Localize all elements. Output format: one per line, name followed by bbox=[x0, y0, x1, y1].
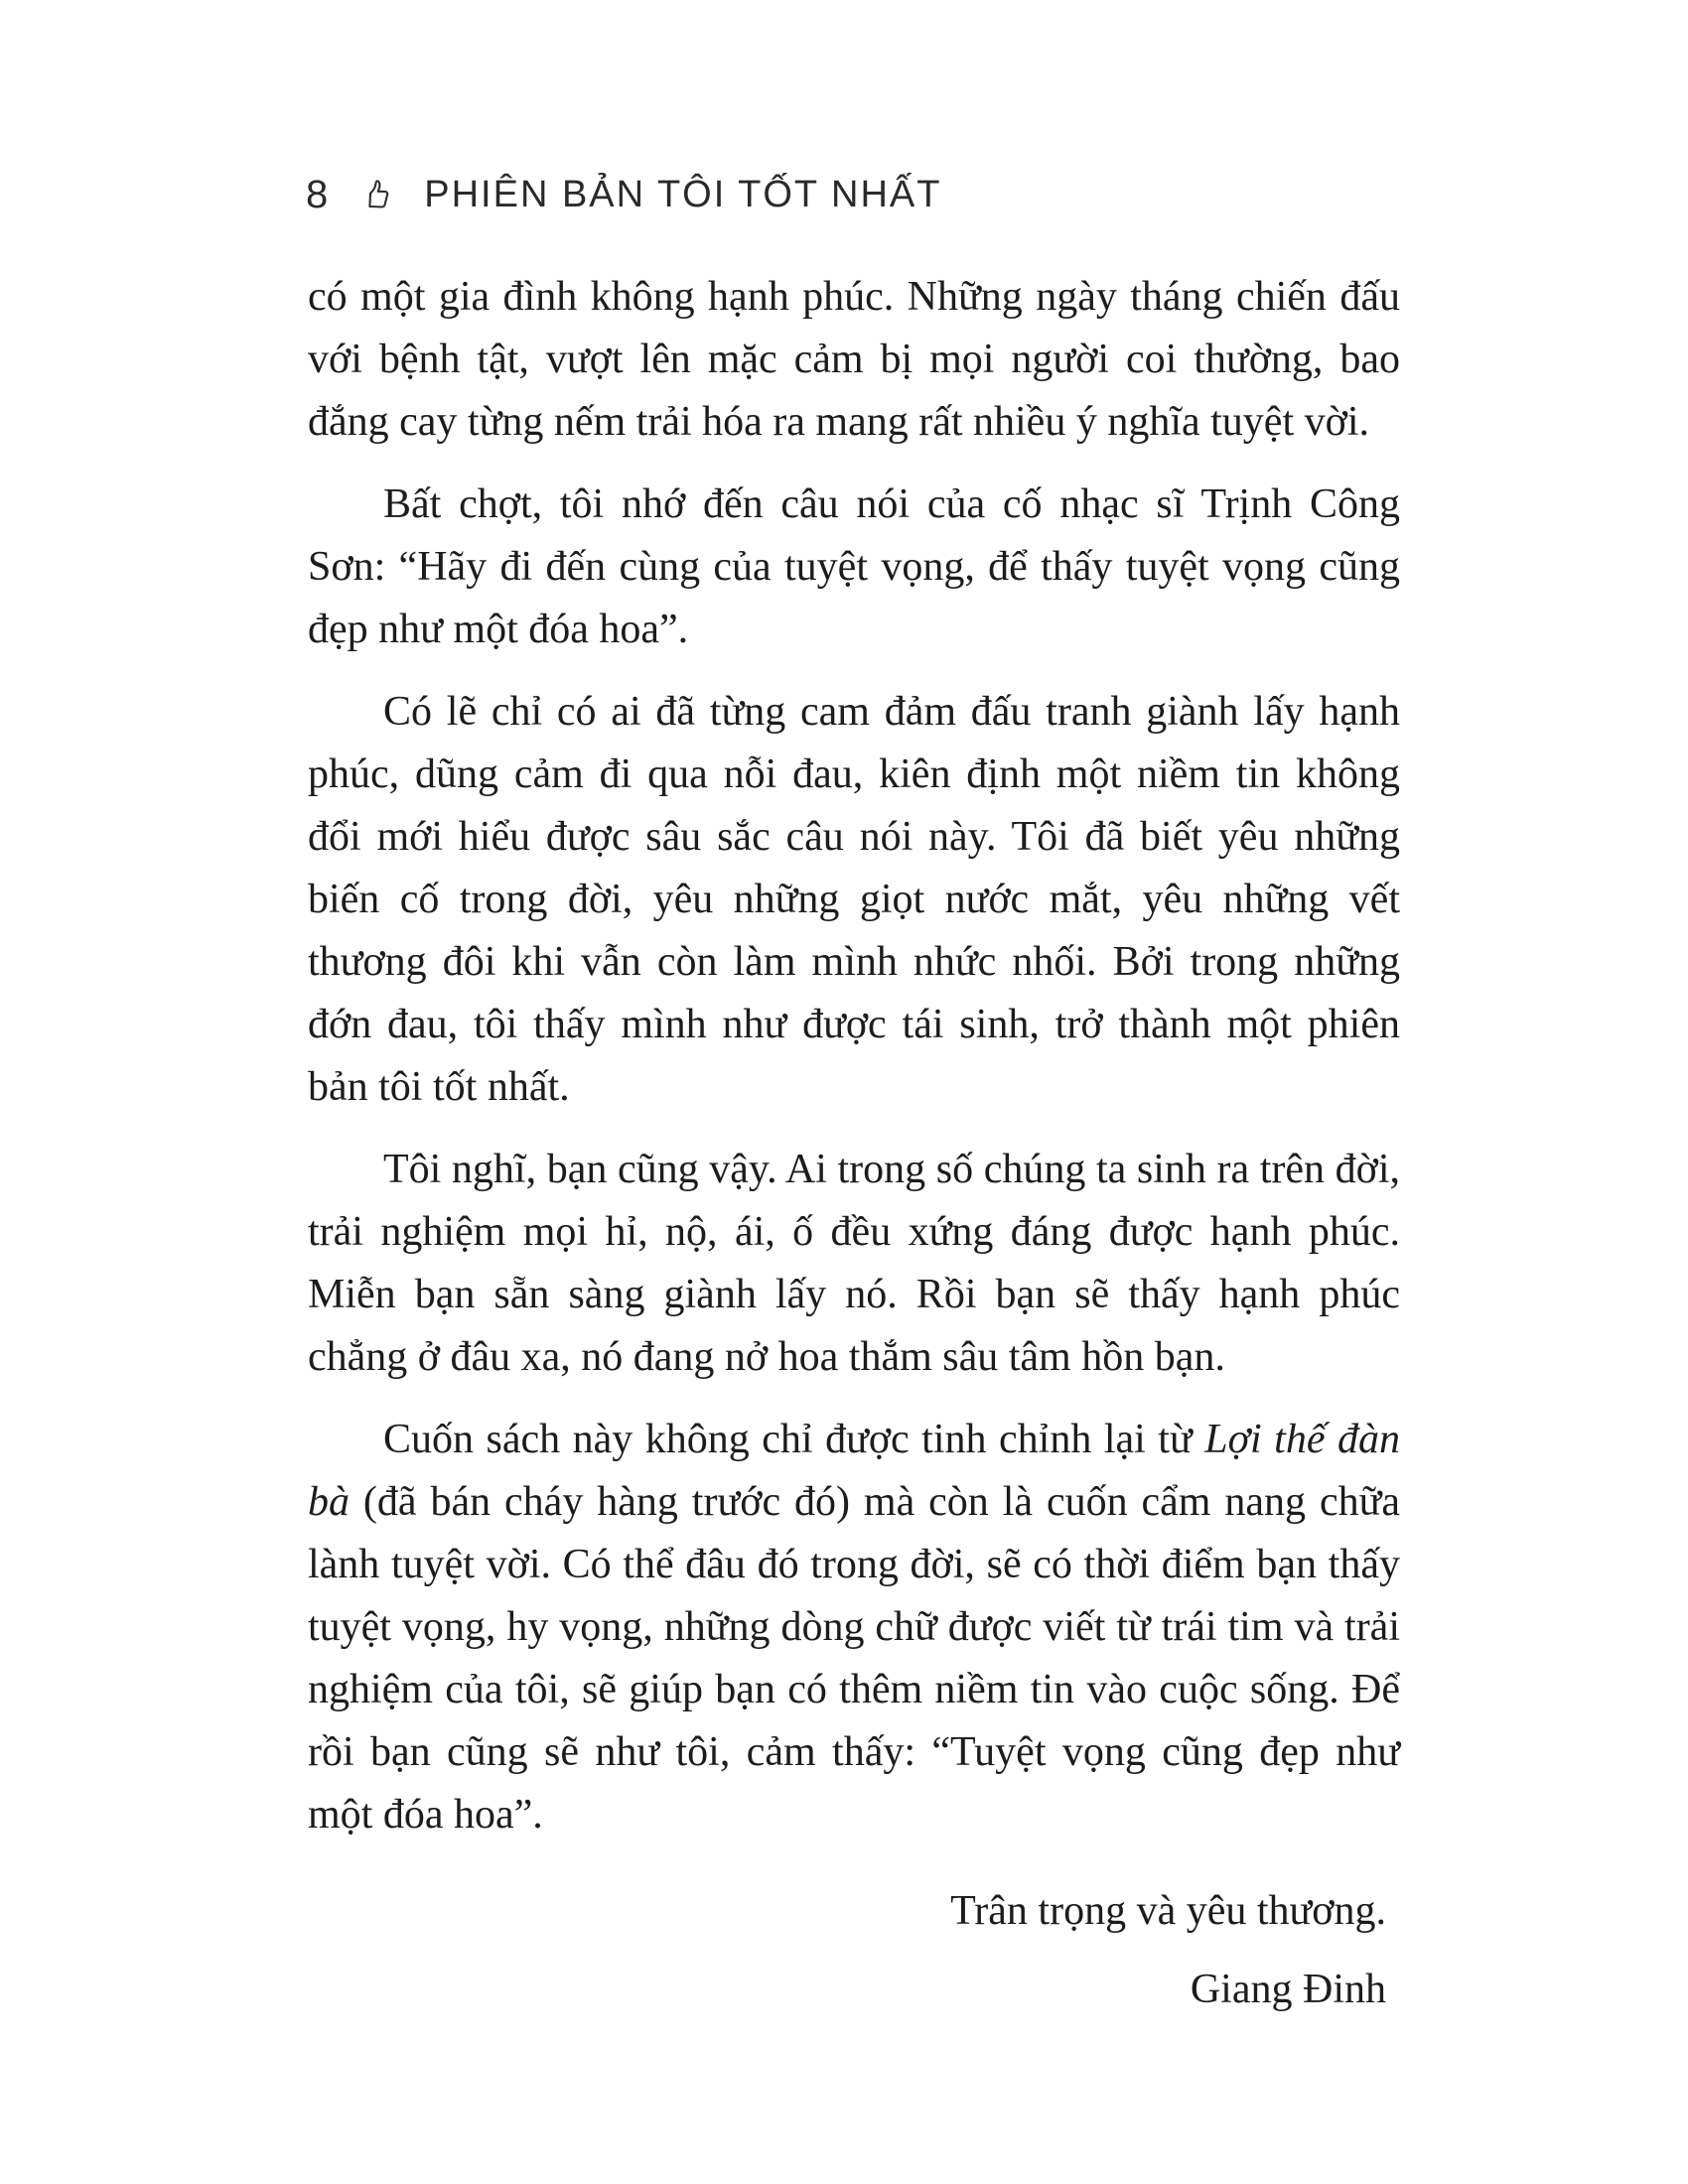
paragraph bbox=[308, 474, 1400, 661]
paragraph-text: Tôi nghĩ, bạn cũng vậy. Ai trong số chúng ta sinh ra trên đời, trải nghiệm mọi hỉ, nộ, ái, ố đều xứng đáng được hạnh phúc. Miễn bạn sẵn sàng giành lấy nó. Rồi bạn sẽ thấy hạnh phúc chẳng ở đâu xa, nó đang nở hoa thắm sâu tâm hồn bạn. bbox=[308, 1147, 1400, 1380]
closing-signature bbox=[308, 1880, 1400, 2021]
paragraph bbox=[308, 681, 1400, 1119]
thumbs-up-icon bbox=[358, 176, 396, 213]
page-header bbox=[306, 175, 941, 214]
italic-book-title-text: Lợi thế đàn bà bbox=[308, 1417, 1400, 1525]
paragraph-text: Có lẽ chỉ có ai đã từng cam đảm đấu tranh giành lấy hạnh phúc, dũng cảm đi qua nỗi đau, kiên định một niềm tin không đổi mới hiểu được sâu sắc câu nói này. Tôi đã biết yêu những biến cố trong đời, yêu những giọt nước mắt, yêu những vết thương đôi khi vẫn còn làm mình nhức nhối. Bởi trong những đớn đau, tôi thấy mình như được tái sinh, trở thành một phiên bản tôi tốt nhất. bbox=[308, 689, 1400, 1110]
paragraph-text: (đã bán cháy hàng trước đó) mà còn là cuốn cẩm nang chữa lành tuyệt vời. Có thể đâu đó trong đời, sẽ có thời điểm bạn thấy tuyệt vọng, hy vọng, những dòng chữ được viết từ trái tim và trải nghiệm của tôi, sẽ giúp bạn có thêm niềm tin vào cuộc sống. Để rồi bạn cũng sẽ như tôi, cảm thấy: “Tuyệt vọng cũng đẹp như một đóa hoa”. bbox=[308, 1479, 1400, 1838]
paragraph bbox=[308, 266, 1400, 454]
page-body bbox=[308, 266, 1400, 2021]
paragraph bbox=[308, 1409, 1400, 1846]
paragraph-text: Cuốn sách này không chỉ được tinh chỉnh lại từ bbox=[383, 1417, 1205, 1462]
paragraph-text: có một gia đình không hạnh phúc. Những ngày tháng chiến đấu với bệnh tật, vượt lên mặc cảm bị mọi người coi thường, bao đắng cay từng nếm trải hóa ra mang rất nhiều ý nghĩa tuyệt vời. bbox=[308, 274, 1400, 445]
author-name: Giang Đinh bbox=[1190, 1967, 1386, 2012]
body-paragraphs bbox=[308, 266, 1400, 1846]
running-head-title: PHIÊN BẢN TÔI TỐT NHẤT bbox=[424, 174, 942, 215]
page-number: 8 bbox=[306, 173, 330, 216]
paragraph-text: Bất chợt, tôi nhớ đến câu nói của cố nhạc sĩ Trịnh Công Sơn: “Hãy đi đến cùng của tuyệt vọng, để thấy tuyệt vọng cũng đẹp như một đóa hoa”. bbox=[308, 481, 1400, 652]
closing-line: Trân trọng và yêu thương. bbox=[950, 1888, 1386, 1934]
paragraph bbox=[308, 1139, 1400, 1389]
